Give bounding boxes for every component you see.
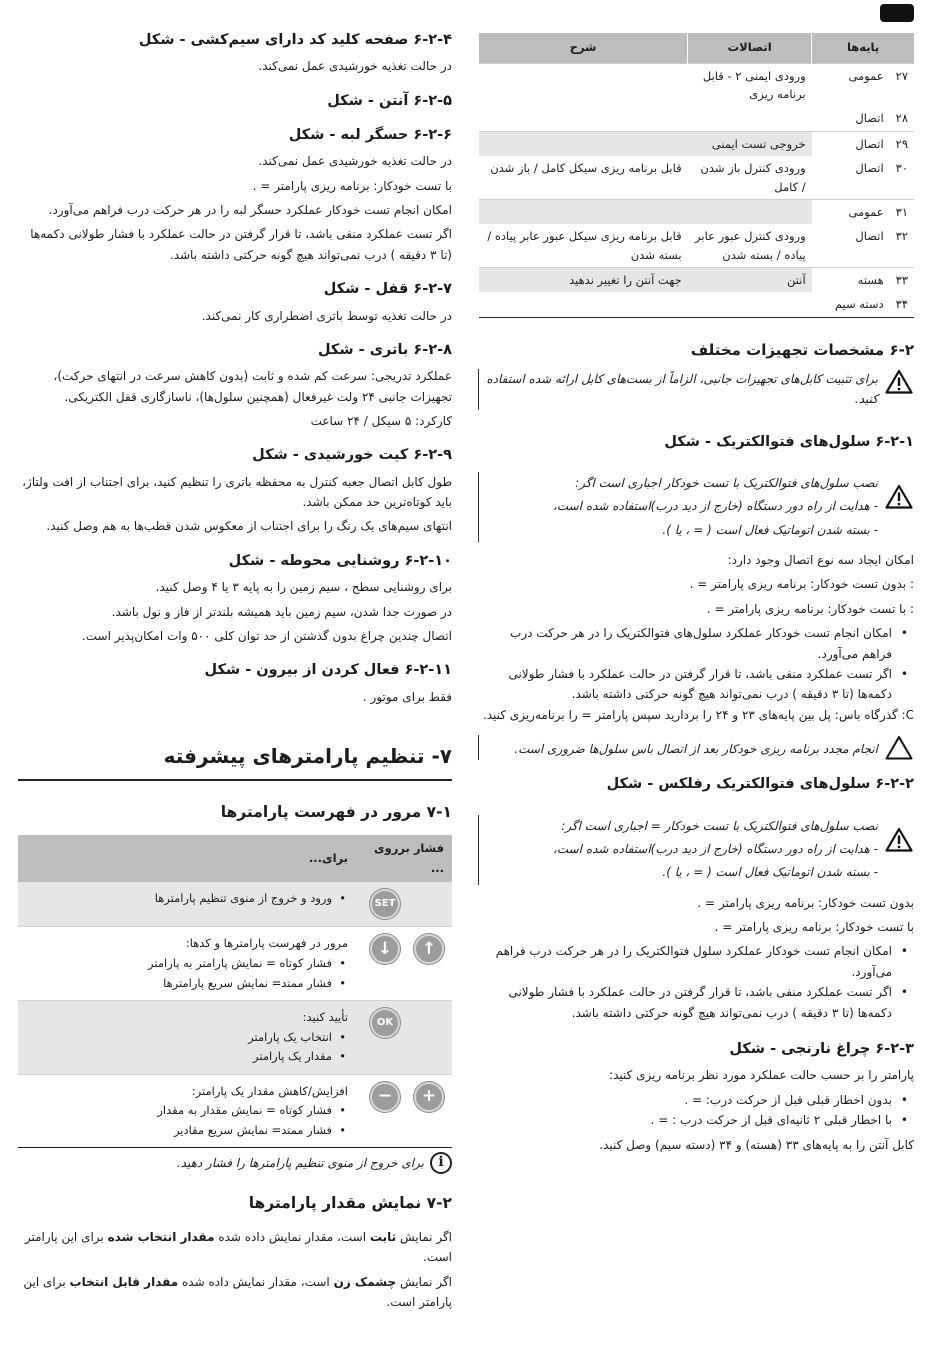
paragraph: کابل آنتن را به پایه‌های ۳۳ (هسته) و ۳۴ (دسته سیم) وصل کنید.	[599, 1137, 914, 1152]
paragraph: برای روشنایی سطح ، سیم زمین را به پایه ۳ یا ۴ وصل کنید.	[155, 580, 452, 595]
cell-text: فشار ممتد= نمایش سریع پارامترها	[163, 975, 332, 990]
info-text: برای خروج از منوی تنظیم پارامترها را فشار دهید.	[176, 1156, 424, 1171]
pin-number: ۲۹	[890, 131, 914, 156]
pins-table	[478, 33, 914, 318]
description-cell	[18, 927, 356, 1001]
pins-header: پایه‌ها	[812, 33, 914, 63]
pin-type: عمومی	[812, 199, 890, 224]
section-6-2-10-title: ۶-۲-۱۰ روشنایی محوطه - شکل	[228, 552, 452, 569]
table-row	[479, 156, 915, 199]
key-function-table	[18, 835, 452, 1148]
pin-connection: ورودی ایمنی ۲ - قابل برنامه ریزی	[688, 63, 812, 106]
table-row	[479, 131, 915, 156]
pin-connection: ورودی کنترل عبور عابر پیاده / بسته شدن	[695, 229, 806, 262]
warning-line: نصب سلول‌های فتوالکتریک با تست خودکار = اجباری است اگر:	[561, 818, 878, 833]
bullet-list	[478, 941, 914, 1023]
left-column	[18, 22, 452, 1316]
warning-triangle-icon	[884, 472, 914, 509]
button-cell	[356, 927, 452, 1001]
pins-table-body	[479, 63, 915, 317]
warning-notice-6-2	[478, 369, 914, 410]
paragraph: امکان ایجاد سه نوع اتصال وجود دارد:	[727, 553, 914, 568]
paragraph: انتهای سیم‌های یک رنگ را برای اجتناب از معکوس شدن قطب‌ها به هم وصل کنید.	[46, 519, 452, 534]
description-cell	[18, 1074, 356, 1148]
bold-text: مقدار قابل انتخاب	[69, 1274, 179, 1289]
pin-description: جهت آنتن را تغییر ندهید	[479, 268, 688, 293]
text: اگر نمایش	[396, 1274, 452, 1289]
pin-description: قابل برنامه ریزی سیکل کامل / باز شدن	[490, 161, 682, 176]
list-item: • فشار ممتد= نمایش سریع مقادیر	[173, 1122, 346, 1137]
table-row	[479, 224, 915, 267]
paragraph: عملکرد تدریجی: سرعت کم شده و ثابت (بدون کاهش سرعت در انتهای حرکت)، تجهیزات جانبی ۲۴ ولت غیرفعال (همچنین سلول‌ها)، ناسازگاری قفل الکتریکی.	[53, 369, 452, 404]
pin-description	[479, 131, 688, 156]
pin-type: اتصال	[855, 111, 884, 126]
cell-text: انتخاب یک پارامتر	[248, 1029, 332, 1044]
arrow-up-button: ↑	[414, 934, 444, 964]
text: است، مقدار نمایش داده شده	[214, 1229, 370, 1244]
section-6-2-11-title: ۶-۲-۱۱ فعال کردن از بیرون - شکل	[204, 662, 452, 679]
pin-number: ۲۷	[890, 63, 914, 106]
section-6-2-5-title: ۶-۲-۵ آنتن - شکل	[327, 92, 452, 109]
list-item: • فشار کوتاه = نمایش پارامتر به پارامتر	[148, 956, 346, 970]
section-6-2-1-title: ۶-۲-۱ سلول‌های فتوالکتریک - شکل	[664, 433, 914, 450]
warning-triangle-icon	[884, 815, 914, 852]
list-item: • بدون اخطار قبلی قبل از حرکت درب: = .	[478, 1090, 910, 1110]
cell-heading	[26, 934, 348, 954]
info-icon: i	[430, 1152, 452, 1174]
pin-number: ۳۳	[890, 268, 914, 293]
caution-text: انجام مجدد برنامه ریزی خودکار بعد از اتصال باس سلول‌ها ضروری است.	[514, 742, 878, 757]
warning-line: نصب سلول‌های فتوالکتریک با تست خودکار اجباری است اگر:	[575, 475, 878, 490]
paragraph: با تست خودکار: برنامه ریزی پارامتر = .	[252, 178, 452, 193]
paragraph: در صورت جدا شدن، سیم زمین باید همیشه بلندتر از فاز و نول باشد.	[111, 604, 452, 619]
section-7-2-title: ۷-۲ نمایش مقدار پارامترها	[248, 1194, 452, 1213]
warning-text: برای تثبیت کابل‌های تجهیزات جانبی، الزاماً از بست‌های کابل ارائه شده استفاده کنید.	[486, 371, 878, 407]
table-row	[18, 882, 452, 927]
description-cell	[18, 1001, 356, 1075]
section-6-2-6-title: ۶-۲-۶ حسگر لبه - شکل	[288, 126, 452, 143]
paragraph: فقط برای موتور .	[362, 689, 452, 704]
set-button: SET	[370, 889, 400, 919]
warning-notice-6-2-2	[478, 815, 914, 885]
list-item: • امکان انجام تست خودکار عملکرد سلول‌های فتوالکتریک را در هر حرکت درب فراهم می‌آورد.	[478, 623, 910, 664]
pin-connection	[688, 106, 812, 131]
table-row	[479, 292, 915, 317]
pin-number: ۳۱	[890, 199, 914, 224]
list-item: • اگر تست عملکرد منفی باشد، تا قرار گرفتن در حالت عملکرد با فشار طولانی دکمه‌ها (تا ۳ دقیقه ) درب نمی‌تواند هیچ گونه حرکتی داشته باشد.	[478, 664, 910, 705]
table-row	[18, 1074, 452, 1148]
paragraph: کارکرد: ۵ سیکل / ۲۴ ساعت	[310, 414, 452, 428]
section-6-2-7-title: ۶-۲-۷ قفل - شکل	[323, 281, 452, 298]
pin-description: قابل برنامه ریزی سیکل عبور عابر پیاده / بسته شدن	[487, 229, 682, 262]
section-7-1-title: ۷-۱ مرور در فهرست پارامترها	[220, 803, 452, 822]
pin-type: اتصال	[812, 131, 890, 156]
list-item: • امکان انجام تست خودکار عملکرد سلول فتوالکتریک را در هر حرکت درب فراهم می‌آورد.	[478, 941, 910, 982]
table-row	[479, 63, 915, 106]
list-item: • ورود و خروج از منوی تنظیم پارامترها	[154, 891, 346, 906]
cell-text: مقدار یک پارامتر	[253, 1049, 332, 1064]
bullet-list	[478, 1090, 914, 1131]
cell-heading	[26, 1082, 348, 1102]
list-item: • با اخطار قبلی ۲ ثانیه‌ای قبل از حرکت درب : = .	[478, 1110, 910, 1130]
pin-number: ۳۴	[890, 292, 914, 317]
section-6-2-3-title: ۶-۲-۳ چراغ نارنجی - شکل	[729, 1041, 914, 1058]
paragraph: پارامتر را بر حسب حالت عملکرد مورد نظر برنامه ریزی کنید:	[609, 1068, 914, 1083]
description-header: شرح	[479, 33, 688, 63]
button-cell	[356, 1001, 452, 1075]
for-header: برای...	[18, 835, 356, 882]
option-c: C: گذرگاه باس: پل بین پایه‌های ۲۳ و ۲۴ را بردارید سپس پارامتر = را برنامه‌ریزی کنید.	[482, 707, 914, 722]
warning-notice-6-2-1	[478, 472, 914, 542]
pin-type: هسته	[812, 268, 890, 293]
pin-type: دسته سیم	[812, 292, 890, 317]
pin-number: ۳۰	[895, 161, 908, 176]
minus-button: −	[370, 1082, 400, 1112]
list-item: • فشار کوتاه = نمایش مقدار به مقدار	[157, 1103, 346, 1118]
pin-connection: ورودی کنترل باز شدن / کامل	[700, 161, 806, 194]
pin-description	[479, 292, 688, 317]
pin-number: ۲۸	[895, 111, 908, 126]
warning-line: - هدایت از راه دور دستگاه (خارج از دید درب)استفاده شده است،	[552, 499, 878, 514]
cell-heading	[26, 1008, 348, 1028]
paragraph	[18, 1272, 452, 1313]
option-b: با تست خودکار: برنامه ریزی پارامتر = .	[714, 920, 914, 935]
pin-connection	[688, 292, 812, 317]
cell-text: تأیید کنید:	[302, 1010, 348, 1025]
section-6-2-title: ۶-۲ مشخصات تجهیزات مختلف	[690, 340, 914, 359]
section-6-2-2-title: ۶-۲-۲ سلول‌های فتوالکتریک رفلکس - شکل	[606, 776, 914, 793]
plus-button: +	[414, 1082, 444, 1112]
paragraph: اگر تست عملکرد منفی باشد، تا قرار گرفتن در حالت عملکرد با فشار طولانی دکمه‌ها (تا ۳ دقیقه ) درب نمی‌تواند هیچ گونه حرکتی داشته باشد.	[30, 227, 452, 262]
option-a: : بدون تست خودکار: برنامه ریزی پارامتر = .	[689, 577, 914, 592]
ok-button: OK	[370, 1008, 400, 1038]
option-b: : با تست خودکار: برنامه ریزی پارامتر = .	[706, 601, 914, 616]
right-column	[478, 0, 914, 1159]
pin-number: ۳۲	[895, 229, 908, 244]
table-row	[479, 268, 915, 293]
warning-triangle-icon	[884, 369, 914, 394]
pin-connection: خروجی تست ایمنی	[688, 131, 812, 156]
bullet-list	[478, 623, 914, 705]
pin-type: اتصال	[855, 161, 884, 176]
button-cell	[356, 1074, 452, 1148]
pin-type: عمومی	[812, 63, 890, 106]
paragraph: اتصال چندین چراغ بدون گذشتن از حد توان کلی ۵۰۰ وات امکان‌پذیر است.	[81, 628, 452, 643]
press-header: فشار برروی ...	[356, 835, 452, 882]
cell-text: فشار ممتد= نمایش سریع مقادیر	[173, 1122, 332, 1137]
section-6-2-8-title: ۶-۲-۸ باتری - شکل	[317, 341, 452, 358]
caution-triangle-icon	[884, 735, 914, 760]
list-item: • فشار ممتد= نمایش سریع پارامترها	[163, 975, 346, 990]
description-cell	[18, 882, 356, 927]
section-6-2-4-title: ۶-۲-۴ صفحه کلید کد دارای سیم‌کشی - شکل	[138, 32, 452, 48]
text: برای این پارامتر است.	[23, 1274, 452, 1309]
connections-header: اتصالات	[688, 33, 812, 63]
list-item: • انتخاب یک پارامتر	[248, 1029, 346, 1044]
cell-text: ورود و خروج از منوی تنظیم پارامترها	[154, 891, 332, 906]
text: اگر نمایش	[396, 1229, 452, 1244]
list-item: • مقدار یک پارامتر	[253, 1049, 346, 1064]
key-table-body	[18, 882, 452, 1147]
cell-text: افزایش/کاهش مقدار یک پارامتر:	[191, 1083, 348, 1098]
text: است، مقدار نمایش داده شده	[178, 1274, 334, 1289]
caution-notice	[478, 735, 914, 760]
warning-line: - بسته شدن اتوماتیک فعال است ( = ، یا ).	[662, 522, 878, 537]
cell-text: مرور در فهرست پارامترها و کدها:	[185, 936, 348, 951]
text: برای این پارامتر است.	[24, 1229, 452, 1265]
paragraph: طول کابل اتصال جعبه کنترل به محفظه باتری را تنظیم کنید، برای اجتناب از افت ولتاژ، باید کوتاه‌ترین حد ممکن باشد.	[22, 474, 452, 510]
paragraph: در حالت تغذیه توسط باتری اضطراری کار نمی‌کند.	[201, 308, 452, 323]
pin-connection	[688, 199, 812, 224]
section-6-2-9-title: ۶-۲-۹ کیت خورشیدی - شکل	[252, 447, 452, 464]
bold-text: چشمک زن	[333, 1274, 397, 1289]
paragraph: در حالت تغذیه خورشیدی عمل نمی‌کند.	[258, 59, 452, 74]
button-cell	[356, 882, 452, 927]
cell-text: فشار کوتاه = نمایش مقدار به مقدار	[157, 1103, 332, 1118]
warning-line: - هدایت از راه دور دستگاه (خارج از دید درب)استفاده شده است،	[552, 841, 878, 856]
pin-description	[479, 63, 688, 106]
bold-text: مقدار انتخاب شده	[107, 1229, 215, 1244]
table-row	[18, 927, 452, 1001]
pin-description	[479, 106, 688, 131]
cell-text: فشار کوتاه = نمایش پارامتر به پارامتر	[148, 956, 332, 970]
warning-line: - بسته شدن اتوماتیک فعال است ( = ، یا ).	[662, 865, 878, 880]
chapter-7-title: ۷- تنظیم پارامترهای پیشرفته	[18, 739, 452, 781]
table-row	[479, 199, 915, 224]
paragraph: در حالت تغذیه خورشیدی عمل نمی‌کند.	[258, 154, 452, 169]
pin-type: اتصال	[855, 229, 884, 244]
pin-description	[479, 199, 688, 224]
table-row	[479, 106, 915, 131]
list-item: • اگر تست عملکرد منفی باشد، تا قرار گرفتن در حالت عملکرد با فشار طولانی دکمه‌ها (تا ۳ دقیقه ) درب نمی‌تواند هیچ گونه حرکتی داشته باشد.	[478, 982, 910, 1023]
table-row	[18, 1001, 452, 1075]
pin-connection: آنتن	[688, 268, 812, 293]
option-a: بدون تست خودکار: برنامه ریزی پارامتر = .	[697, 895, 914, 910]
info-note	[18, 1152, 452, 1174]
bold-text: ثابت	[369, 1229, 397, 1244]
paragraph	[18, 1227, 452, 1268]
arrow-down-button: ↓	[370, 934, 400, 964]
paragraph: امکان انجام تست خودکار عملکرد حسگر لبه را در هر حرکت درب فراهم می‌آورد.	[48, 203, 452, 218]
